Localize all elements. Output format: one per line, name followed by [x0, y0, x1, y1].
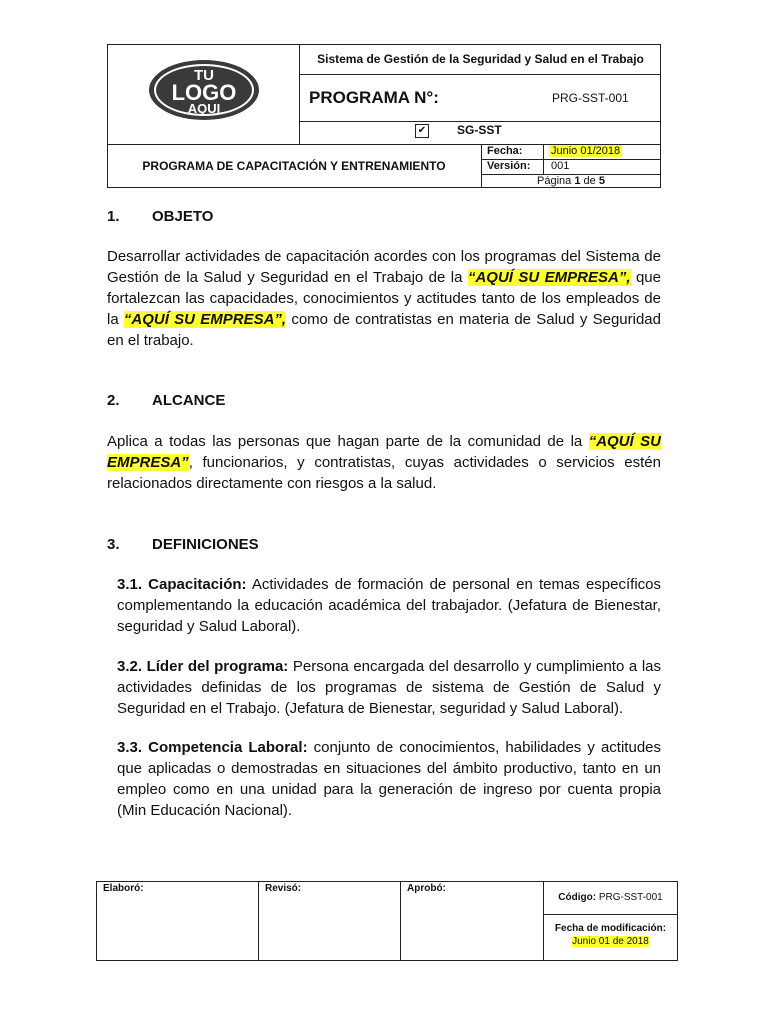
section-title-objeto: OBJETO: [152, 208, 214, 225]
fecha-mod-field: [543, 936, 678, 947]
logo-text: AQUI: [187, 101, 221, 116]
company-logo: [149, 60, 259, 120]
section-number: 1.: [107, 208, 120, 225]
programa-label: PROGRAMA N°:: [309, 88, 439, 107]
fecha-label: Fecha:: [487, 145, 523, 157]
footer-divider: [543, 914, 678, 915]
alcance-paragraph: Aplica a todas las personas que hagan parte de la comunidad de la “AQUÍ SU EMPRESA”, funcionarios, y contratistas, cuyas actividades o servicios estén relacionados directamente con riesgos a la salud.: [107, 433, 661, 492]
aprobo-label: Aprobó:: [407, 883, 446, 894]
codigo-field: Código: PRG-SST-001: [558, 892, 663, 903]
header-divider: [299, 74, 661, 75]
section-title-definiciones: DEFINICIONES: [152, 536, 259, 553]
system-title: Sistema de Gestión de la Seguridad y Salud en el Trabajo: [317, 52, 644, 66]
programa-code: PRG-SST-001: [552, 91, 629, 105]
checkbox-checked-icon: ✔: [415, 124, 429, 138]
definition-capacitacion: 3.1. Capacitación: Actividades de formación de personal en temas específicos complementando la educación académica del trabajador. (Jefatura de Bienestar, seguridad y Salud Laboral).: [117, 576, 662, 635]
footer-divider: [400, 881, 401, 961]
objeto-paragraph: Desarrollar actividades de capacitación acordes con los programas del Sistema de Gestión de la Salud y Seguridad en el Trabajo de la “AQUÍ SU EMPRESA”, que fortalezcan las capacidades, conocimientos y actitudes tanto de los empleados de la “AQUÍ SU EMPRESA”, como de contratistas en materia de Salud y Seguridad en el trabajo.: [107, 248, 661, 349]
page-indicator: Página 1 de 5: [537, 175, 605, 187]
header-divider: [481, 144, 482, 188]
section-number: 2.: [107, 392, 120, 409]
logo-text: TU: [194, 67, 214, 84]
definition-lider: 3.2. Líder del programa: Persona encargada del desarrollo y cumplimiento a las actividades definidas de los programas de sistema de Gestión de Salud y Seguridad en el Trabajo. (Jefatura de Bienestar, seguridad y Salud Laboral).: [117, 658, 661, 717]
logo-text: LOGO: [171, 80, 237, 105]
fecha-mod-label: Fecha de modificación:: [554, 923, 667, 934]
section-number: 3.: [107, 536, 120, 553]
fecha-value: Junio 01/2018: [551, 145, 621, 157]
document-title: PROGRAMA DE CAPACITACIÓN Y ENTRENAMIENTO: [142, 159, 446, 173]
fecha-mod-value: Junio 01 de 2018: [572, 936, 649, 947]
version-value: 001: [551, 160, 570, 172]
reviso-label: Revisó:: [265, 883, 302, 894]
definition-competencia: 3.3. Competencia Laboral: conjunto de conocimientos, habilidades y actitudes que aplicadas o demostradas en situaciones del ámbito productivo, tanto en un empleo como en una unidad para la generación de ingreso por cuenta propia (Min Educación Nacional).: [117, 739, 662, 819]
footer-divider: [258, 881, 259, 961]
sg-sst-label: SG-SST: [457, 123, 502, 137]
version-label: Versión:: [487, 160, 531, 172]
section-title-alcance: ALCANCE: [152, 392, 226, 409]
header-divider: [299, 121, 661, 122]
elaboro-label: Elaboró:: [103, 883, 144, 894]
